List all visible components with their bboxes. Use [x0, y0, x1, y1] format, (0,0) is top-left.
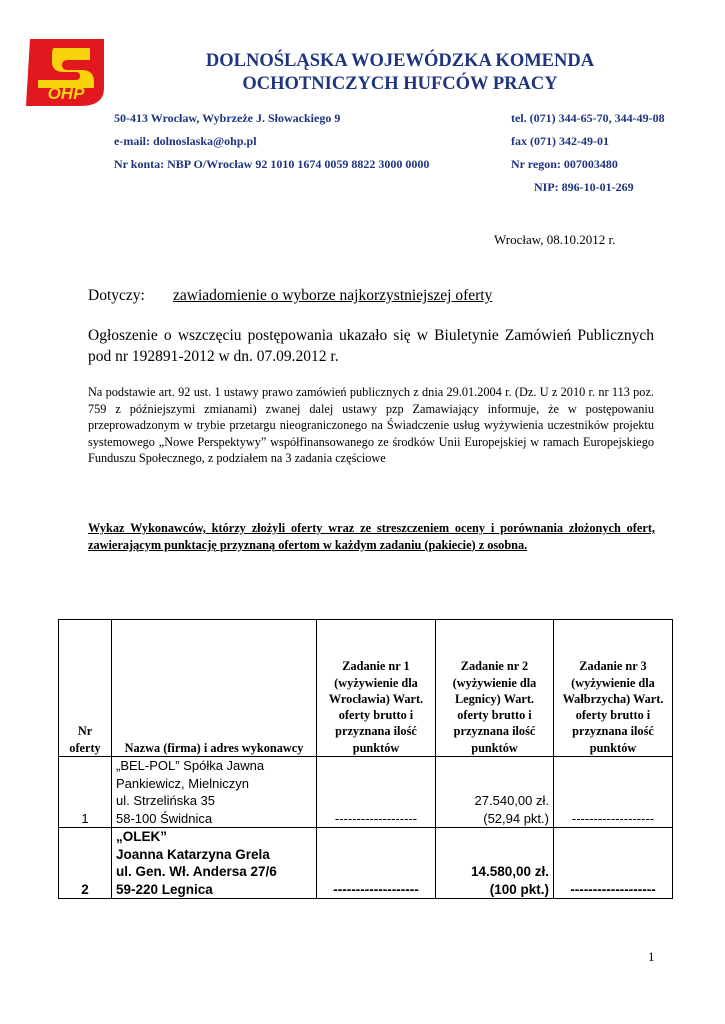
contractor-line: 59-220 Legnica: [116, 881, 213, 897]
contractor-line: Joanna Katarzyna Grela: [116, 846, 270, 862]
contractor-line: ul. Gen. Wł. Andersa 27/6: [116, 864, 277, 879]
contractor-name: [112, 828, 317, 899]
telephone: tel. (071) 344-65-70, 344-49-08: [511, 111, 665, 125]
task-2-value: [436, 757, 554, 828]
table-row: [59, 757, 673, 828]
regon: Nr regon: 007003480: [511, 157, 618, 171]
list-intro-paragraph: Wykaz Wykonawców, którzy złożyli oferty wraz ze streszczeniem oceny i porównania złożonych ofert, zawierającym punktację przyznaną ofertom w każdym zadaniu (pakiecie) z osobna.: [88, 521, 655, 552]
offer-number: 1: [59, 757, 112, 828]
task-1-value: -------------------: [317, 757, 436, 828]
task-2-points: (100 pkt.): [489, 881, 549, 897]
task-2-points: (52,94 pkt.): [483, 810, 549, 826]
organization-title: [150, 50, 650, 96]
contractor-line: Pankiewicz, Mielniczyn: [116, 775, 249, 791]
offer-number: 2: [59, 828, 112, 899]
subject-text: zawiadomienie o wyborze najkorzystniejszej oferty: [173, 287, 493, 304]
contractor-line: 58-100 Świdnica: [116, 810, 213, 826]
title-line-1: DOLNOŚLĄSKA WOJEWÓDZKA KOMENDA: [205, 51, 595, 71]
subject-line: [88, 287, 493, 305]
body-paragraph: Na podstawie art. 92 ust. 1 ustawy prawo zamówień publicznych z dnia 29.01.2004 r. (Dz. U z 2010 r. nr 113 poz. 759 z późniejszymi zmianami) zwanej dalej ustawy pzp Zamawiający informuje, że w postępowaniu przeprowadzonym w trybie przetargu nieograniczonego na Świadczenie usług wyżywienia uczestników projektu systemowego „Nowe Perspektywy” współfinansowanego ze środków Unii Europejskiej w ramach Europejskiego Funduszu Społecznego, z podziałem na 3 zadania częściowe: [88, 385, 654, 465]
header-task-3: Zadanie nr 3 (wyżywienie dla Wałbrzycha) Wart. oferty brutto i przyznana ilość punktów: [554, 620, 673, 757]
task-2-amount: 27.540,00 zł.: [474, 793, 549, 808]
table-row: [59, 828, 673, 899]
task-2-value: [436, 828, 554, 899]
contractor-line: „BEL-POL” Spółka Jawna: [116, 758, 265, 773]
logo-text: OHP: [47, 84, 85, 103]
fax: fax (071) 342-49-01: [511, 134, 609, 148]
task-3-value: -------------------: [554, 828, 673, 899]
contractor-name: [112, 757, 317, 828]
task-1-value: -------------------: [317, 828, 436, 899]
title-line-2: OCHOTNICZYCH HUFCÓW PRACY: [242, 74, 558, 94]
offers-table: [58, 619, 673, 899]
bank-account: Nr konta: NBP O/Wrocław 92 1010 1674 0059 8822 3000 0000: [114, 157, 430, 171]
letter-date: Wrocław, 08.10.2012 r.: [494, 232, 616, 247]
task-3-value: -------------------: [554, 757, 673, 828]
email: e-mail: dolnoslaska@ohp.pl: [114, 134, 257, 148]
nip: NIP: 896-10-01-269: [534, 180, 634, 194]
page-number: 1: [648, 949, 655, 964]
header-contractor-name: Nazwa (firma) i adres wykonawcy: [112, 620, 317, 757]
task-2-amount: 14.580,00 zł.: [470, 864, 549, 879]
contractor-line: „OLEK”: [116, 829, 168, 844]
subject-label: Dotyczy:: [88, 287, 145, 304]
table-header-row: [59, 620, 673, 757]
address: 50-413 Wrocław, Wybrzeże J. Słowackiego 9: [114, 111, 341, 125]
ohp-logo: [22, 36, 110, 118]
header-task-1: Zadanie nr 1 (wyżywienie dla Wrocławia) Wart. oferty brutto i przyznana ilość punktów: [317, 620, 436, 757]
header-offer-number: Nr oferty: [59, 620, 112, 757]
announcement-paragraph: Ogłoszenie o wszczęciu postępowania ukazało się w Biuletynie Zamówień Publicznych pod nr 192891-2012 w dn. 07.09.2012 r.: [88, 327, 654, 365]
contractor-line: ul. Strzelińska 35: [116, 793, 215, 808]
header-task-2: Zadanie nr 2 (wyżywienie dla Legnicy) Wart. oferty brutto i przyznana ilość punktów: [436, 620, 554, 757]
